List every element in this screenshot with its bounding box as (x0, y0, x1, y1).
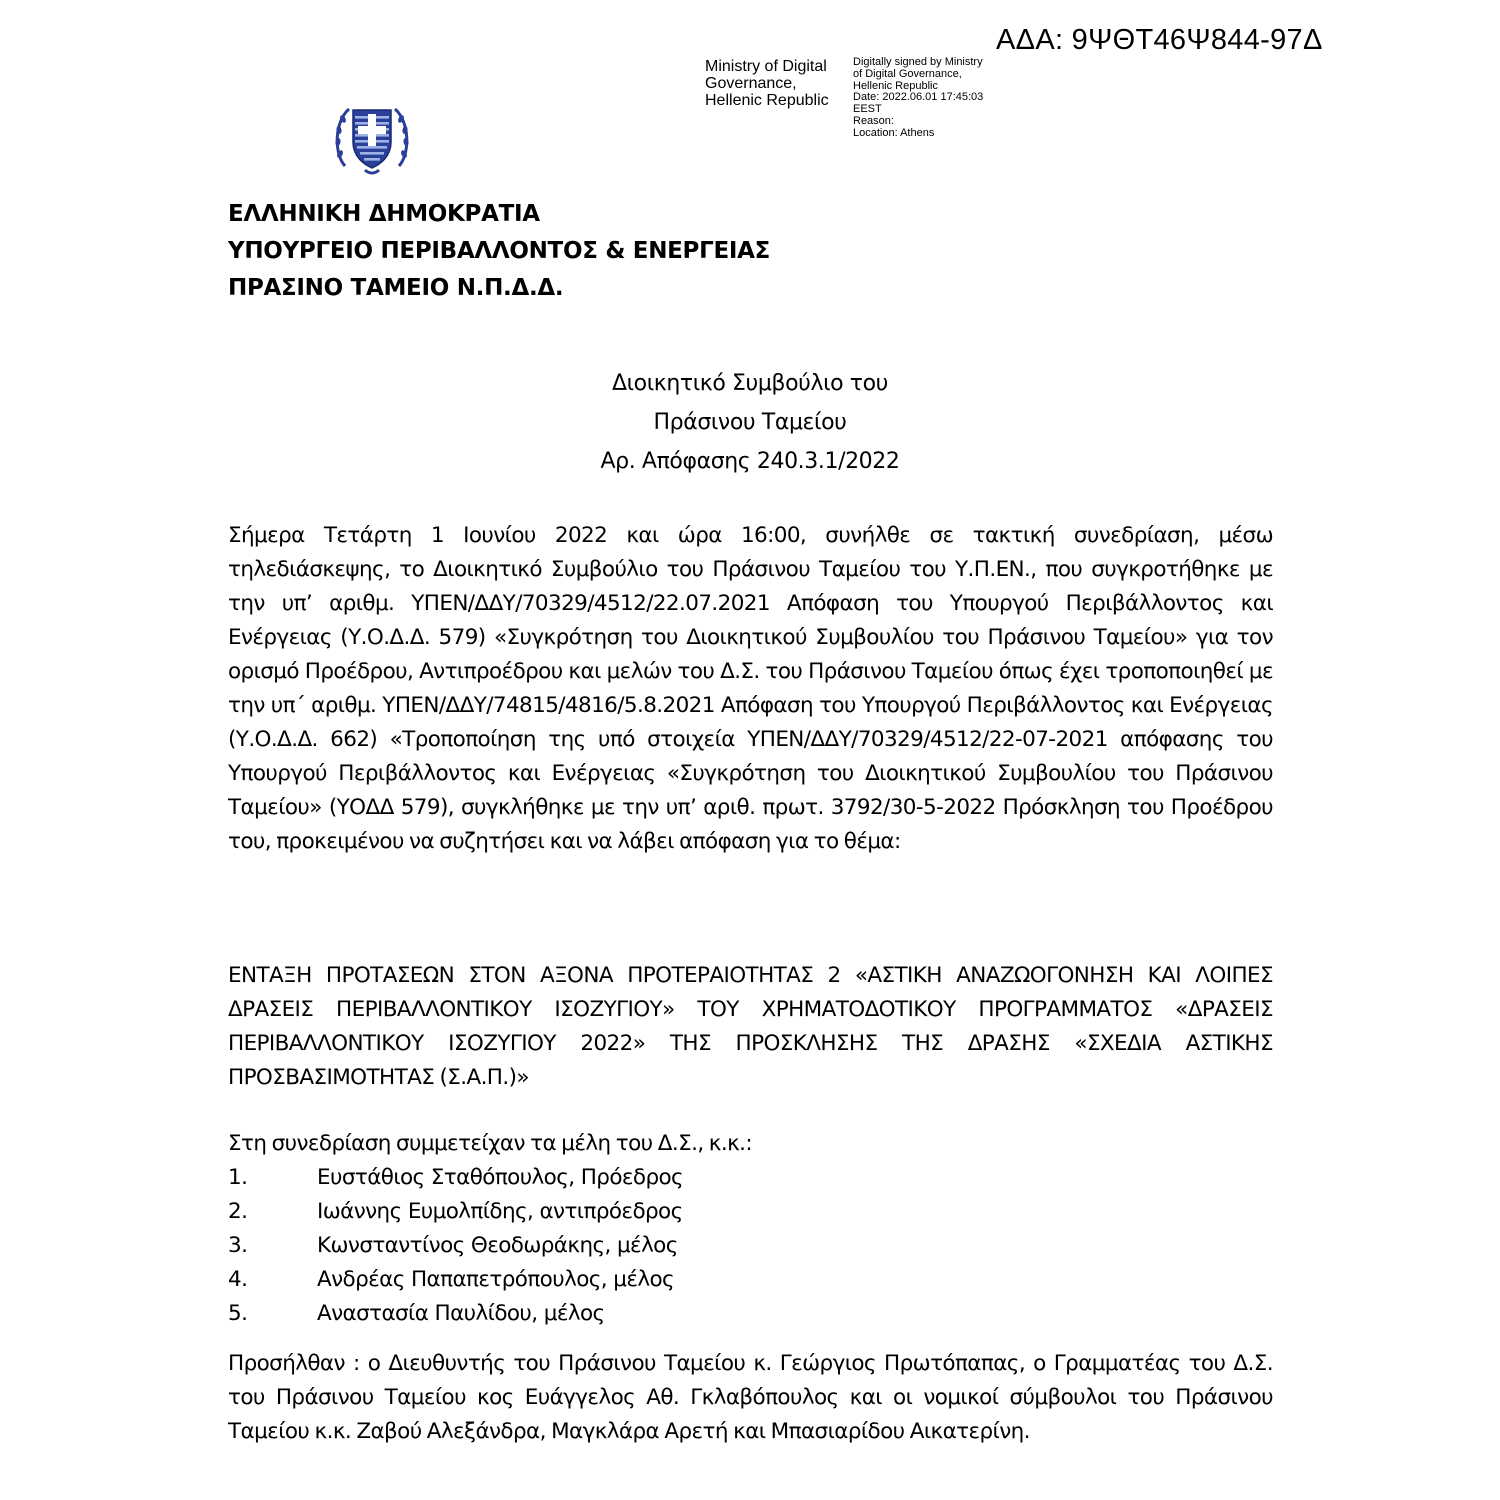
list-number: 5. (228, 1301, 248, 1326)
signature-signer-name (705, 58, 829, 109)
ada-code: ΑΔΑ: 9ΨΘΤ46Ψ844-97Δ (996, 24, 1323, 56)
signature-detail-line: Reason: (853, 114, 894, 127)
list-number: 3. (228, 1233, 248, 1258)
member-name: Ιωάννης Ευμολπίδης, αντιπρόεδρος (317, 1199, 683, 1224)
greek-coat-of-arms-icon (331, 96, 413, 178)
signature-detail-line: Date: 2022.06.01 17:45:03 (853, 91, 984, 104)
list-number: 2. (228, 1199, 248, 1224)
member-name: Ευστάθιος Σταθόπουλος, Πρόεδρος (317, 1165, 684, 1190)
decision-number: Αρ. Απόφασης 240.3.1/2022 (600, 449, 900, 474)
signature-detail-line: Digitally signed by Ministry (853, 56, 983, 68)
header-ministry: ΥΠΟΥΡΓΕΙΟ ΠΕΡΙΒΑΛΛΟΝΤΟΣ & ΕΝΕΡΓΕΙΑΣ (228, 238, 771, 264)
signature-name-line: Governance, (705, 75, 797, 92)
members-intro: Στη συνεδρίαση συμμετείχαν τα μέλη του Δ.Σ., κ.κ.: (228, 1131, 753, 1156)
document-header (228, 196, 770, 307)
member-name: Κωνσταντίνος Θεοδωράκης, μέλος (317, 1233, 678, 1258)
list-item (228, 1195, 1273, 1229)
signature-detail-line: of Digital Governance, (853, 67, 962, 80)
board-title-block (500, 364, 1000, 481)
header-country: ΕΛΛΗΝΙΚΗ ΔΗΜΟΚΡΑΤΙΑ (228, 201, 540, 227)
signature-name-line: Ministry of Digital (705, 58, 827, 75)
signature-detail-line: Hellenic Republic (853, 79, 938, 92)
header-organization: ΠΡΑΣΙΝΟ ΤΑΜΕΙΟ Ν.Π.Δ.Δ. (228, 275, 564, 301)
member-name: Ανδρέας Παπαπετρόπουλος, μέλος (317, 1267, 675, 1292)
members-list (228, 1161, 1273, 1331)
attendees-paragraph: Προσήλθαν : ο Διευθυντής του Πράσινου Ταμείου κ. Γεώργιος Πρωτόπαπας, ο Γραμματέας του Δ.Σ. του Πράσινου Ταμείου κος Ευάγγελος Αθ. Γκλαβόπουλος και οι νομικοί σύμβουλοι του Πράσινου Ταμείου κ.κ. Ζαβού Αλεξάνδρα, Μαγκλάρα Αρετή και Μπασιαρίδου Αικατερίνη. (228, 1351, 1273, 1444)
list-item (228, 1161, 1273, 1195)
board-title-line: Πράσινου Ταμείου (653, 410, 847, 435)
signature-details (853, 57, 983, 140)
subject-paragraph: ΕΝΤΑΞΗ ΠΡΟΤΑΣΕΩΝ ΣΤΟΝ ΑΞΟΝΑ ΠΡΟΤΕΡΑΙΟΤΗΤΑΣ 2 «ΑΣΤΙΚΗ ΑΝΑΖΩΟΓΟΝΗΣΗ ΚΑΙ ΛΟΙΠΕΣ ΔΡΑΣΕΙΣ ΠΕΡΙΒΑΛΛΟΝΤΙΚΟΥ ΙΣΟΖΥΓΙΟΥ» ΤΟΥ ΧΡΗΜΑΤΟΔΟΤΙΚΟΥ ΠΡΟΓΡΑΜΜΑΤΟΣ «ΔΡΑΣΕΙΣ ΠΕΡΙΒΑΛΛΟΝΤΙΚΟΥ ΙΣΟΖΥΓΙΟΥ 2022» ΤΗΣ ΠΡΟΣΚΛΗΣΗΣ ΤΗΣ ΔΡΑΣΗΣ «ΣΧΕΔΙΑ ΑΣΤΙΚΗΣ ΠΡΟΣΒΑΣΙΜΟΤΗΤΑΣ (Σ.Α.Π.)» (228, 963, 1273, 1090)
list-number: 4. (228, 1267, 248, 1292)
list-number: 1. (228, 1165, 248, 1190)
signature-detail-line: EEST (853, 103, 882, 116)
list-item (228, 1229, 1273, 1263)
list-item (228, 1263, 1273, 1297)
intro-paragraph: Σήμερα Τετάρτη 1 Ιουνίου 2022 και ώρα 16:00, συνήλθε σε τακτική συνεδρίαση, μέσω τηλεδιάσκεψης, το Διοικητικό Συμβούλιο του Πράσινου Ταμείου του Υ.Π.ΕΝ., που συγκροτήθηκε με την υπ’ αριθμ. ΥΠΕΝ/ΔΔΥ/70329/4512/22.07.2021 Απόφαση του Υπουργού Περιβάλλοντος και Ενέργειας (Υ.Ο.Δ.Δ. 579) «Συγκρότηση του Διοικητικού Συμβουλίου του Πράσινου Ταμείου» για τον ορισμό Προέδρου, Αντιπροέδρου και μελών του Δ.Σ. του Πράσινου Ταμείου όπως έχει τροποποιηθεί με την υπ΄ αριθμ. ΥΠΕΝ/ΔΔΥ/74815/4816/5.8.2021 Απόφαση του Υπουργού Περιβάλλοντος και Ενέργειας (Υ.Ο.Δ.Δ. 662) «Τροποποίηση της υπό στοιχεία ΥΠΕΝ/ΔΔΥ/70329/4512/22-07-2021 απόφασης του Υπουργού Περιβάλλοντος και Ενέργειας «Συγκρότηση του Διοικητικού Συμβουλίου του Πράσινου Ταμείου» (ΥΟΔΔ 579), συγκλήθηκε με την υπ’ αριθ. πρωτ. 3792/30-5-2022 Πρόσκληση του Προέδρου του, προκειμένου να συζητήσει και να λάβει απόφαση για το θέμα: (228, 523, 1273, 854)
list-item (228, 1297, 1273, 1331)
board-title-line: Διοικητικό Συμβούλιο του (611, 371, 889, 396)
member-name: Αναστασία Παυλίδου, μέλος (317, 1301, 605, 1326)
signature-detail-line: Location: Athens (853, 126, 935, 139)
signature-name-line: Hellenic Republic (705, 92, 829, 109)
